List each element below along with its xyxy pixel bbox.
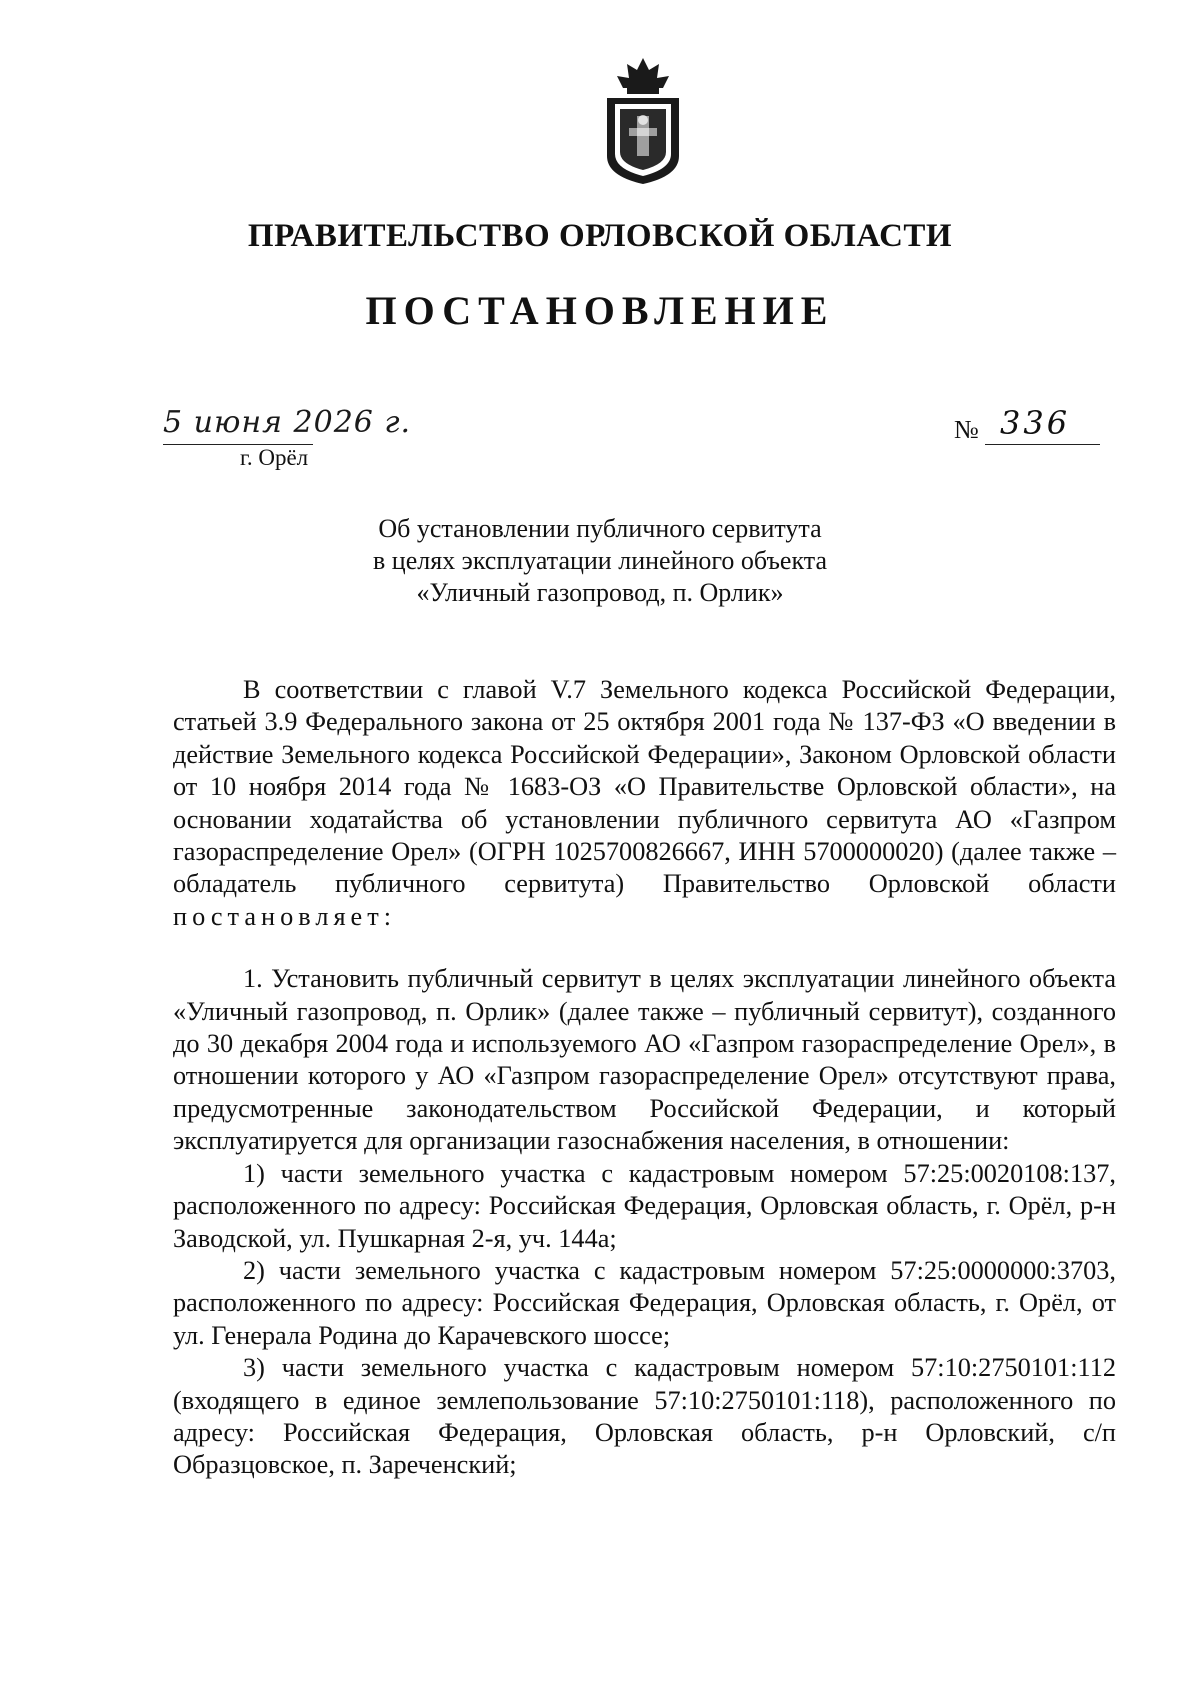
handwritten-number: 336 — [1000, 404, 1071, 442]
paragraph-spacer — [173, 933, 1116, 963]
organization-title: ПРАВИТЕЛЬСТВО ОРЛОВСКОЙ ОБЛАСТИ — [247, 218, 953, 254]
subitem-2-paragraph: 2) части земельного участка с кадастровым номером 57:25:0000000:3703, расположенного по адресу: Российская Федерация, Орловская область, г. Орёл, от ул. Генерала Родина до Карачевского шоссе; — [173, 1255, 1116, 1350]
subitem-1-paragraph: 1) части земельного участка с кадастровым номером 57:25:0020108:137, расположенного по адресу: Российская Федерация, Орловская область, г. Орёл, р-н Заводской, ул. Пушкарная 2-я, уч. 144а; — [173, 1158, 1116, 1253]
coat-of-arms-emblem — [593, 56, 693, 186]
document-body — [173, 674, 1116, 1482]
preamble-paragraph — [173, 674, 1116, 933]
number-label: № — [954, 415, 979, 444]
number-underline — [985, 444, 1100, 445]
preamble-verb: постановляет: — [173, 901, 397, 931]
subitem-3-paragraph: 3) части земельного участка с кадастровым номером 57:10:2750101:112 (входящего в единое землепользование 57:10:2750101:118), расположенного по адресу: Российская Федерация, Орловская область, р-н Орловский, с/п Образцовское, п. Зареченский; — [173, 1353, 1116, 1480]
subject-line: в целях эксплуатации линейного объекта — [373, 546, 827, 575]
subject-line: «Уличный газопровод, п. Орлик» — [416, 578, 784, 607]
document-subject — [0, 513, 1200, 609]
subject-line: Об установлении публичного сервитута — [378, 514, 822, 543]
preamble-text: В соответствии с главой V.7 Земельного кодекса Российской Федерации, статьей 3.9 Федерального закона от 25 октября 2001 года № 137-ФЗ «О введении в действие Земельного кодекса Российской Федерации», Законом Орловской области от 10 ноября 2014 года № 1683-ОЗ «О Правительстве Орловской области», на основании ходатайства об установлении публичного сервитута АО «Газпром газораспределение Орел» (ОГРН 1025700826667, ИНН 5700000020) (далее также – обладатель публичного сервитута) Правительство Орловской области — [173, 675, 1116, 899]
document-type-title: ПОСТАНОВЛЕНИЕ — [365, 288, 835, 333]
handwritten-date: 5 июня 2026 г. — [163, 405, 412, 440]
item-1-paragraph: 1. Установить публичный сервитут в целях эксплуатации линейного объекта «Уличный газопровод, п. Орлик» (далее также – публичный сервитут), созданного до 30 декабря 2004 года и используемого АО «Газпром газораспределение Орел», в отношении которого у АО «Газпром газораспределение Орел» отсутствуют права, предусмотренные законодательством Российской Федерации, и который эксплуатируется для организации газоснабжения населения, в отношении: — [173, 964, 1116, 1156]
city-label: г. Орёл — [240, 445, 309, 470]
